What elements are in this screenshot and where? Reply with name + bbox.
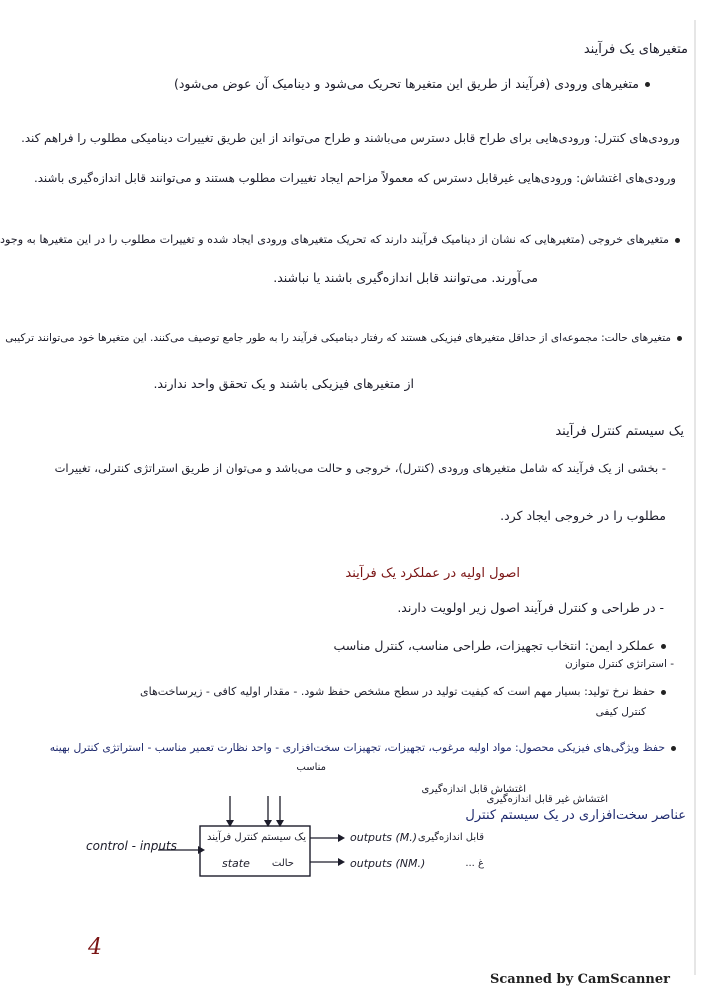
output-measured-label: outputs (M.) bbox=[350, 831, 418, 844]
item-safe-operation: عملکرد ایمن: انتخاب تجهیزات، طراحی مناسب، کنترل مناسب bbox=[333, 638, 666, 654]
disturbance3-arrowhead bbox=[276, 820, 284, 827]
page-edge-line bbox=[694, 20, 696, 975]
bullet-dot bbox=[677, 336, 682, 341]
item-control-system-def: - بخشی از یک فرآیند که شامل متغیرهای ورودی (کنترل)، خروجی و حالت می‌باشد و می‌توان از طریق استراتژی کنترلی، تغییرات bbox=[54, 461, 666, 475]
item-product-properties-cont: مناسب bbox=[296, 762, 326, 773]
disturbance1-arrowhead bbox=[226, 820, 234, 827]
item-output-variables-cont: می‌آورند. می‌توانند قابل اندازه‌گیری باشند یا نباشند. bbox=[273, 270, 538, 285]
output2-arrowhead bbox=[338, 858, 345, 866]
section-heading-process-variables: متغیرهای یک فرآیند bbox=[583, 42, 688, 57]
page-number: 4 bbox=[88, 935, 102, 960]
item-state-variables-cont: از متغیرهای فیزیکی باشند و یک تحقق واحد ندارند. bbox=[153, 376, 414, 391]
item-production-rate-cont: کنترل کیفی bbox=[595, 706, 646, 718]
section-heading-control-system: یک سیستم کنترل فرآیند bbox=[555, 424, 684, 439]
output1-arrowhead bbox=[338, 834, 345, 842]
item-disturbance-inputs: ورودی‌های اغتشاش: ورودی‌هایی غیرقابل دسترس که معمولاً مزاحم ایجاد تغییرات مطلوب هستند و می‌توانند قابل اندازه‌گیری باشند. bbox=[33, 171, 676, 185]
item-input-variables: متغیرهای ورودی (فرآیند از طریق این متغیرها تحریک می‌شود و دینامیک آن عوض می‌شود) bbox=[174, 76, 650, 92]
disturbance2-arrowhead bbox=[264, 820, 272, 827]
item-output-variables: متغیرهای خروجی (متغیرهایی که نشان از دینامیک فرآیند دارند که تحریک متغیرهای ورودی ایجاد شده و تغییرات مطلوب را در این متغیرها به وجود bbox=[0, 232, 680, 248]
item-product-properties: حفظ ویژگی‌های فیزیکی محصول: مواد اولیه مرغوب، تجهیزات، تجهیزات سخت‌افزاری - واحد نظارت تعمیر مناسب - استراتژی کنترل بهینه bbox=[50, 740, 676, 756]
item-principles-intro: - در طراحی و کنترل فرآیند اصول زیر اولویت دارند. bbox=[397, 600, 664, 615]
bullet-dot bbox=[671, 746, 676, 751]
scanner-watermark: Scanned by CamScanner bbox=[490, 972, 670, 987]
bullet-dot bbox=[661, 690, 666, 695]
bullet-dot bbox=[645, 82, 650, 87]
item-production-rate: حفظ نرخ تولید: بسیار مهم است که کیفیت تولید در سطح مشخص حفظ شود. - مقدار اولیه کافی - زیرساخت‌های bbox=[140, 684, 666, 700]
item-control-system-def-cont: مطلوب را در خروجی ایجاد کرد. bbox=[500, 508, 666, 523]
output-unmeasured-note: غ ... bbox=[465, 858, 484, 869]
section-heading-basic-principles: اصول اولیه در عملکرد یک فرآیند bbox=[345, 566, 520, 581]
unmeasured-disturbance-label: اغتشاش غیر قابل اندازه‌گیری bbox=[486, 794, 608, 805]
item-state-variables: متغیرهای حالت: مجموعه‌ای از حداقل متغیرهای فیزیکی هستند که رفتار دینامیکی فرآیند را به طور جامع توصیف می‌کنند. این متغیرها خود می‌توانند ترکیبی bbox=[5, 330, 682, 346]
diagram-heading: عناصر سخت‌افزاری در یک سیستم کنترل bbox=[465, 808, 686, 823]
process-box-state-label: state bbox=[222, 857, 250, 870]
note-control-strategy: - استراتژی کنترل متوازن bbox=[564, 658, 674, 670]
control-inputs-label: control - inputs bbox=[86, 839, 177, 853]
output-measured-note: قابل اندازه‌گیری bbox=[417, 832, 484, 843]
bullet-dot bbox=[675, 238, 680, 243]
process-box-title: یک سیستم کنترل فرآیند bbox=[207, 832, 306, 843]
item-control-inputs: ورودی‌های کنترل: ورودی‌هایی برای طراح قابل دسترس می‌باشند و طراح می‌تواند از این طریق تغییرات دینامیکی مطلوب را فراهم کند. bbox=[21, 131, 680, 145]
bullet-dot bbox=[661, 644, 666, 649]
output-unmeasured-label: outputs (NM.) bbox=[350, 857, 426, 870]
process-box-state-fa: حالت bbox=[271, 858, 294, 869]
measured-disturbance-label: اغتشاش قابل اندازه‌گیری bbox=[421, 784, 526, 795]
input-arrowhead bbox=[198, 846, 205, 854]
